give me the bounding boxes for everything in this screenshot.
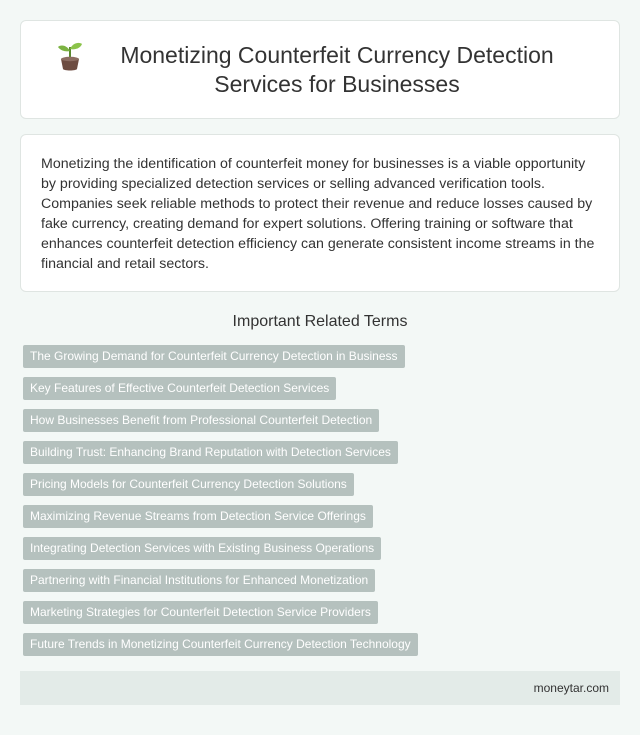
- sprout-icon: [52, 38, 88, 74]
- header-card: [20, 20, 620, 119]
- related-terms-list: [23, 345, 623, 665]
- footer: [20, 671, 620, 705]
- related-term-link[interactable]: Pricing Models for Counterfeit Currency Detection Solutions: [23, 473, 354, 496]
- intro-card: [20, 134, 620, 292]
- related-term-link[interactable]: Future Trends in Monetizing Counterfeit Currency Detection Technology: [23, 633, 418, 656]
- related-term-link[interactable]: Marketing Strategies for Counterfeit Detection Service Providers: [23, 601, 378, 624]
- related-term-link[interactable]: Building Trust: Enhancing Brand Reputation with Detection Services: [23, 441, 398, 464]
- related-terms-heading: Important Related Terms: [232, 313, 408, 330]
- related-term-link[interactable]: Key Features of Effective Counterfeit Detection Services: [23, 377, 336, 400]
- related-term-link[interactable]: Integrating Detection Services with Existing Business Operations: [23, 537, 381, 560]
- related-term-link[interactable]: Partnering with Financial Institutions for Enhanced Monetization: [23, 569, 375, 592]
- page-title: Monetizing Counterfeit Currency Detection Services for Businesses: [120, 41, 554, 97]
- footer-site-link[interactable]: moneytar.com: [533, 681, 609, 695]
- related-term-link[interactable]: The Growing Demand for Counterfeit Currency Detection in Business: [23, 345, 405, 368]
- related-term-link[interactable]: Maximizing Revenue Streams from Detection Service Offerings: [23, 505, 373, 528]
- header-inner: [52, 41, 572, 99]
- related-term-link[interactable]: How Businesses Benefit from Professional Counterfeit Detection: [23, 409, 379, 432]
- intro-text: Monetizing the identification of counterfeit money for businesses is a viable opportunity by providing specialized detection services or selling advanced verification tools. Companies seek reliable methods to protect their revenue and reduce losses caused by fake currency, creating demand for expert solutions. Offering training or software that enhances counterfeit detection efficiency can generate consistent income streams in the financial and retail sectors.: [41, 156, 595, 272]
